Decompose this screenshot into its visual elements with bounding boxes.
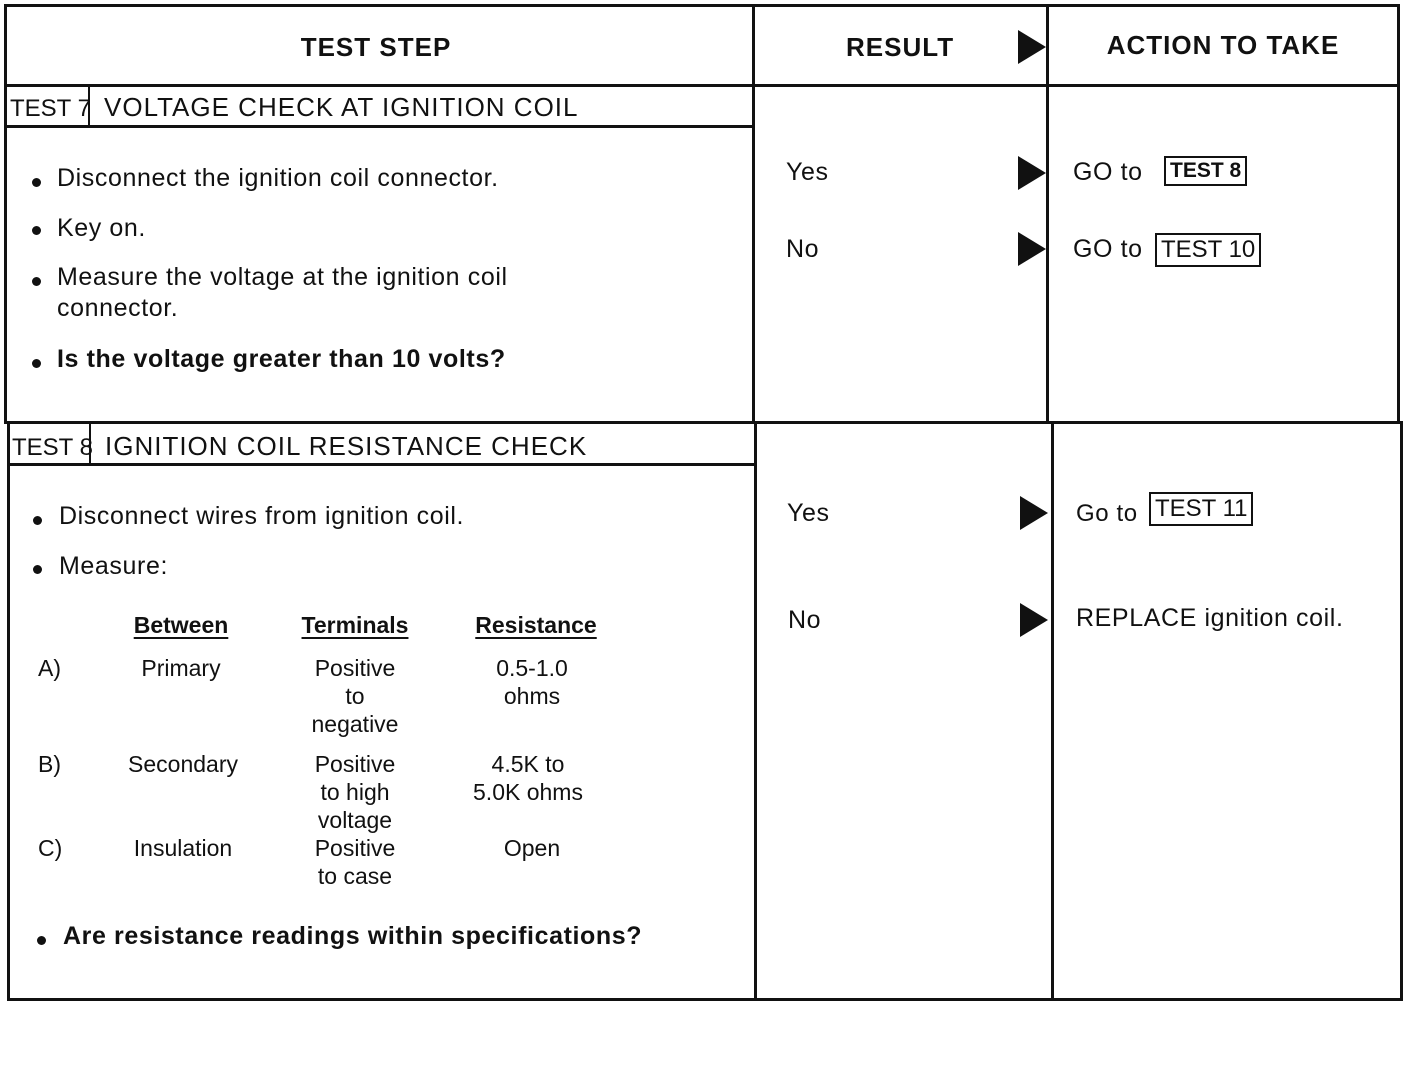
bullet-icon	[32, 359, 41, 368]
row-divider	[6, 421, 1400, 424]
table-border-left	[4, 4, 7, 424]
test7-step-1: Disconnect the ignition coil connector.	[57, 164, 499, 192]
table-border-top	[4, 4, 1400, 7]
row-a-terminals: Positive to negative	[311, 655, 399, 737]
row-b-id: B)	[38, 751, 61, 777]
test7-step-3-cont: connector.	[57, 294, 179, 322]
test7-action-yes-ref[interactable]: TEST 8	[1164, 156, 1247, 186]
table-border-right-lower	[1400, 421, 1403, 1001]
header-test-step: TEST STEP	[300, 32, 452, 62]
test8-step-1: Disconnect wires from ignition coil.	[59, 502, 465, 530]
test7-action-no-prefix: GO to	[1073, 235, 1143, 263]
row-c-between: Insulation	[133, 835, 233, 861]
row-a-between: Primary	[141, 655, 221, 681]
test8-question: Are resistance readings within specifications?	[63, 922, 643, 950]
test8-title-bottom	[8, 463, 756, 466]
row-c-terminals: Positive to case	[314, 835, 396, 889]
bullet-icon	[33, 565, 42, 574]
column-divider-2-lower	[1051, 421, 1054, 1001]
test7-title-bottom	[6, 125, 754, 128]
col-header-resistance: Resistance	[475, 612, 597, 638]
test7-result-no: No	[786, 235, 820, 263]
table-border-bottom	[8, 998, 1403, 1001]
column-divider-1-lower	[754, 421, 757, 1001]
row-a-id: A)	[38, 655, 61, 681]
header-divider	[4, 84, 1400, 87]
bullet-icon	[37, 936, 46, 945]
row-c-id: C)	[38, 835, 63, 861]
bullet-icon	[32, 178, 41, 187]
arrow-right-icon	[1018, 156, 1046, 190]
test7-question: Is the voltage greater than 10 volts?	[57, 345, 506, 373]
test7-step-3: Measure the voltage at the ignition coil	[57, 263, 508, 291]
header-action: ACTION TO TAKE	[1106, 30, 1340, 60]
test8-title: IGNITION COIL RESISTANCE CHECK	[105, 431, 588, 461]
row-b-resistance: 4.5K to 5.0K ohms	[473, 751, 583, 805]
bullet-icon	[33, 516, 42, 525]
test8-step-2: Measure:	[59, 552, 169, 580]
row-b-terminals: Positive to high voltage	[314, 751, 396, 833]
bullet-icon	[32, 277, 41, 286]
bullet-icon	[32, 226, 41, 235]
test8-action-yes-prefix: Go to	[1076, 500, 1138, 527]
test7-step-2: Key on.	[57, 214, 146, 242]
row-b-between: Secondary	[128, 751, 238, 777]
test7-title: VOLTAGE CHECK AT IGNITION COIL	[104, 92, 579, 122]
arrow-right-icon	[1020, 496, 1048, 530]
test8-action-yes-ref[interactable]: TEST 11	[1149, 492, 1253, 526]
col-header-terminals: Terminals	[301, 612, 409, 638]
row-a-resistance: 0.5-1.0 ohms	[496, 655, 568, 709]
header-result: RESULT	[846, 32, 955, 62]
column-divider-1	[752, 4, 755, 424]
col-header-between: Between	[133, 612, 229, 638]
table-border-right	[1397, 4, 1400, 424]
test8-action-no: REPLACE ignition coil.	[1076, 604, 1344, 632]
arrow-right-icon	[1018, 232, 1046, 266]
test7-result-yes: Yes	[786, 158, 829, 186]
test8-result-yes: Yes	[787, 499, 830, 527]
row-c-resistance: Open	[503, 835, 561, 861]
test7-action-no-ref[interactable]: TEST 10	[1155, 233, 1261, 267]
test7-tag: TEST 7	[10, 95, 91, 122]
header-arrow-icon	[1018, 30, 1046, 64]
column-divider-2	[1046, 4, 1049, 424]
test8-result-no: No	[788, 606, 822, 634]
test7-action-yes-prefix: GO to	[1073, 158, 1143, 186]
table-border-left-lower	[7, 421, 10, 1001]
arrow-right-icon	[1020, 603, 1048, 637]
test8-tag: TEST 8	[12, 434, 93, 461]
